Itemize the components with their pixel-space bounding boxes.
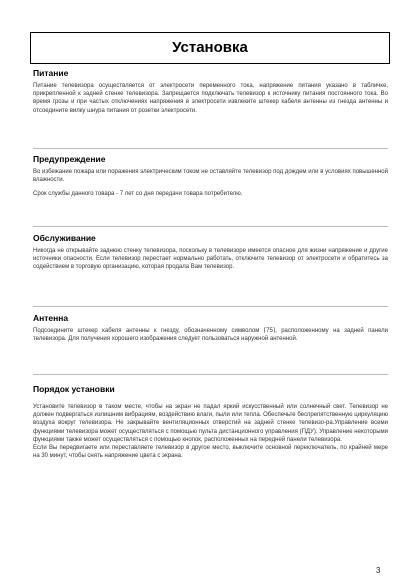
section-paragraph: Никогда не открывайте заднюю стенку телевизора, поскольку в телевизоре имеется опасное для жизни напряжение и другие источники опасности. Если телевизор перестает нормально работать, отключите телевизор от электросети и обратитесь за содействием в торговую организацию, которая продала Вам телевизор.: [33, 248, 388, 271]
section-divider: [33, 148, 388, 149]
section-paragraph: Питание телевизора осуществляется от электросети переменного тока, напряжение питания указано в табличке, прикрепленной к задней стенке телевизора. Запрещается подключать телевизор к источнику питания постоянного тока. Во время грозы и при частых отключениях напряжения в электросети извлеките штекер кабеля антенны из гнезда антенны и отсоедините вилку шнура питания от розетки электросети.: [33, 83, 388, 114]
section-antenna: [33, 313, 388, 343]
section-paragraph: Срок службы данного товара - 7 лет со дня передачи товара потребителю.: [33, 191, 243, 198]
section-maintenance: [33, 233, 388, 272]
section-heading: Предупреждение: [33, 154, 106, 164]
section-divider: [33, 306, 388, 307]
section-paragraph: Установите телевизор в таком месте, чтобы на экран не падал яркий искусственный или солнечный свет. Телевизор не должен подвергаться излишним вибрациям, воздействию влаги, пыли или тепла. Обеспечьте беспрепятственную циркуляцию воздуха вокруг телевизора. Не закрывайте вентиляционных отверстий на задней стенке телевизо-ра.Управление всеми функциями телевизора может осуществляться с помощью пульта дистанционного управления (ПДУ). Управление некоторыми функциями также может осуществляться с помощью кнопок, расположенных на передней панели телевизора.: [33, 404, 388, 443]
section-divider: [33, 226, 388, 227]
page-number: 3: [376, 566, 381, 575]
section-heading: Обслуживание: [33, 233, 96, 243]
page-title: Установка: [30, 32, 390, 64]
section-paragraph: Если Вы передвигаете или переставляете телевизор в другое место, выключите основной переключатель, по крайней мере на 30 минут, чтобы снять напряжение цвета с экрана.: [33, 445, 388, 460]
section-divider: [33, 374, 388, 375]
section-heading: Порядок установки: [33, 384, 115, 394]
section-power: [33, 68, 388, 115]
section-heading: Питание: [33, 68, 69, 78]
section-installation: [33, 384, 388, 460]
section-paragraph: Подсоедините штекер кабеля антенны к гнезду, обозначенному символом ⌈75⌉, расположенному на задней панели телевизора. Для получения хорошего изображения следует пользоваться наружной антенной.: [33, 328, 388, 343]
section-paragraph: Во избежание пожара или поражения электрическим током не оставляйте телевизор под дождем или в условиях повышенной влажности.: [33, 169, 388, 184]
section-heading: Антенна: [33, 313, 69, 323]
section-warning: [33, 154, 388, 199]
